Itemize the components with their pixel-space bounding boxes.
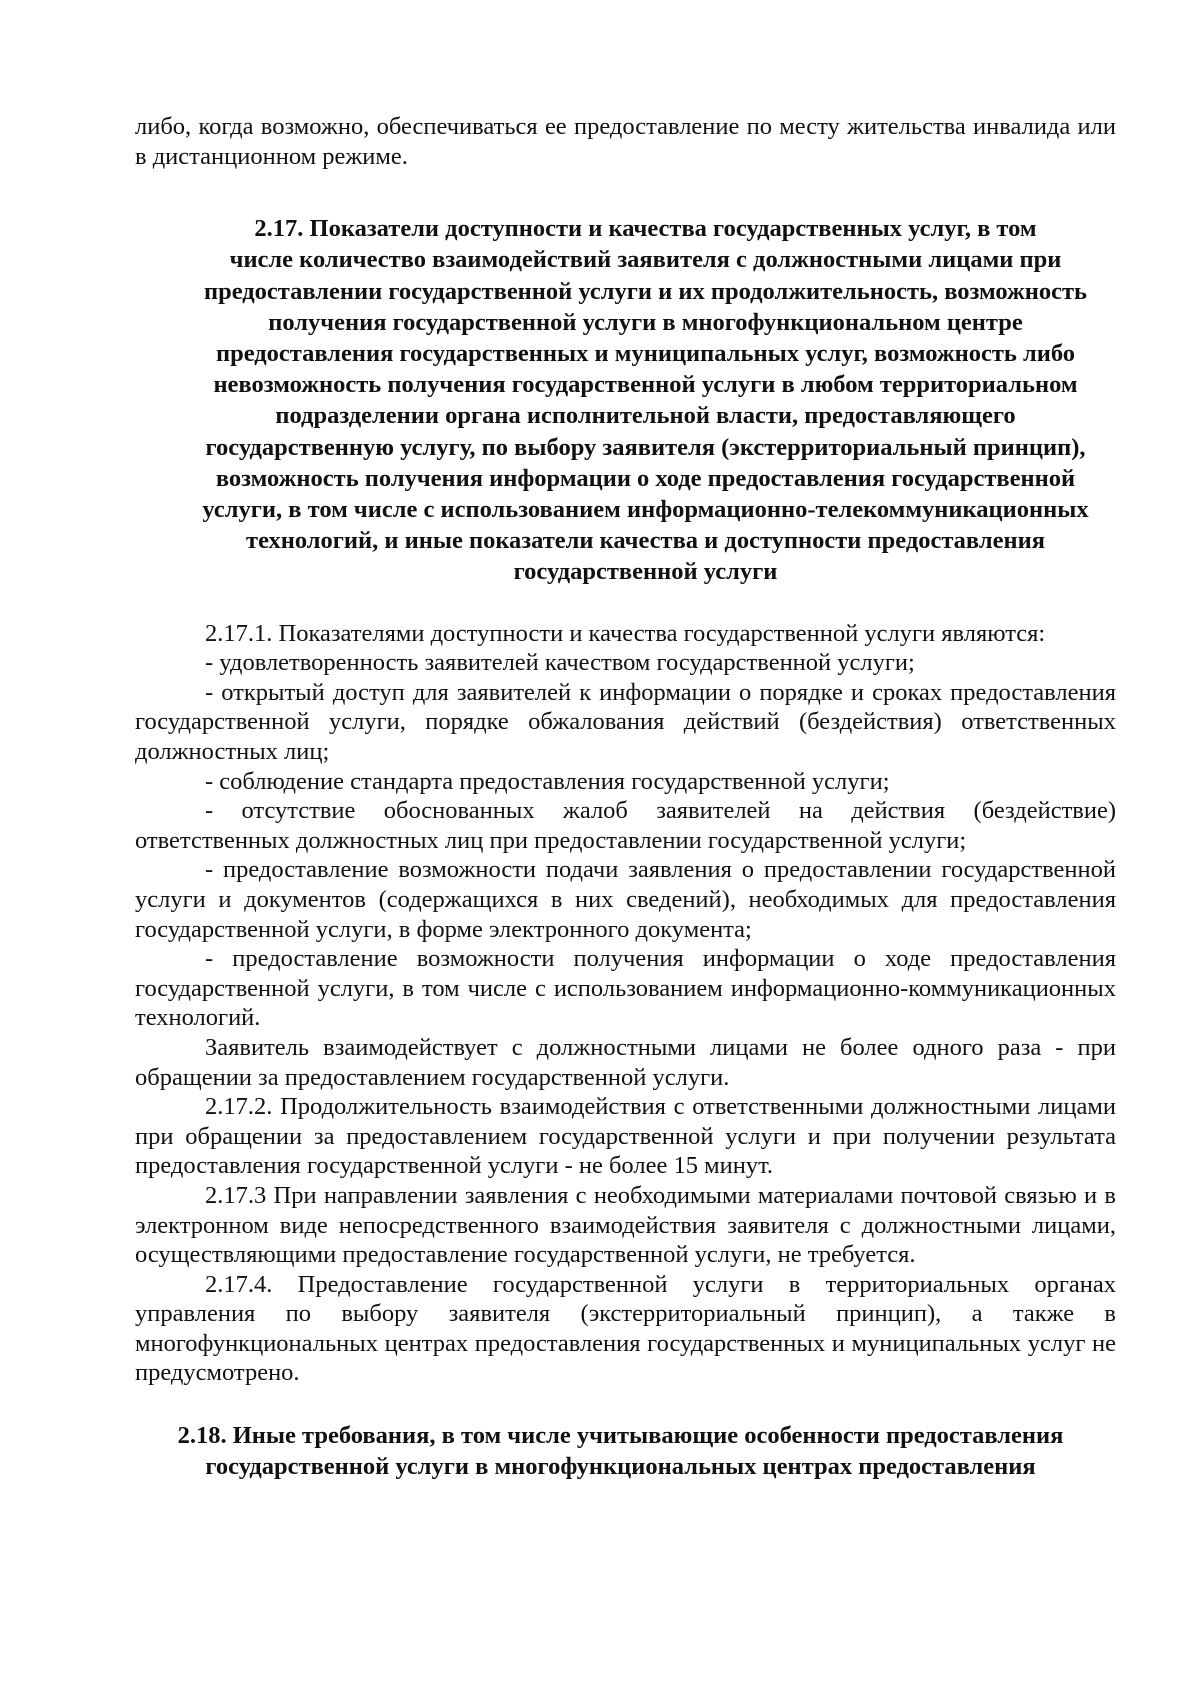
list-item: - отсутствие обоснованных жалоб заявителей на действия (бездействие) ответственных должностных лиц при предоставлении государственной услуги; [135, 797, 1116, 854]
paragraph-2-17-1: 2.17.1. Показателями доступности и качества государственной услуги являются: [205, 619, 1046, 647]
heading-line: предоставлении государственной услуги и их продолжительность, возможность [203, 277, 1088, 305]
heading-line: получения государственной услуги в многофункциональном центре [268, 308, 1023, 336]
section-2-18-heading [135, 1420, 1116, 1482]
heading-line: предоставления государственных и муниципальных услуг, возможность либо [215, 340, 1076, 367]
heading-line: 2.18. Иные требования, в том числе учитывающие особенности предоставления [177, 1422, 1064, 1450]
list-item: - удовлетворенность заявителей качеством государственной услуги; [205, 649, 915, 677]
heading-line: государственную услугу, по выбору заявителя (экстерриториальный принцип), [205, 433, 1086, 461]
paragraph-2-17-2: 2.17.2. Продолжительность взаимодействия с ответственными должностными лицами при обращении за предоставлением государственной услуги и при получении результата предоставления государственной услуги - не более 15 минут. [135, 1093, 1116, 1180]
list-item: - соблюдение стандарта предоставления государственной услуги; [205, 767, 890, 795]
spacer [135, 588, 1116, 619]
paragraph-interaction: Заявитель взаимодействует с должностными лицами не более одного раза - при обращении за предоставлением государственной услуги. [135, 1033, 1116, 1091]
heading-line: числе количество взаимодействий заявителя с должностными лицами при [229, 246, 1062, 274]
heading-line: государственной услуги [513, 558, 778, 586]
paragraph-2-17-4: 2.17.4. Предоставление государственной услуги в территориальных органах управления по выбору заявителя (экстерриториальный принцип), а также в многофункциональных центрах предоставления государственных и муниципальных услуг не предусмотрено. [135, 1270, 1116, 1387]
heading-line: подразделении органа исполнительной власти, предоставляющего [275, 402, 1016, 430]
heading-line: невозможность получения государственной услуги в любом территориальном [213, 371, 1078, 399]
section-2-17-heading [135, 213, 1116, 587]
list-item: - открытый доступ для заявителей к информации о порядке и сроках предоставления государственной услуги, порядке обжалования действий (бездействия) ответственных должностных лиц; [135, 678, 1116, 765]
list-item: - предоставление возможности подачи заявления о предоставлении государственной услуги и документов (содержащихся в них сведений), необходимых для предоставления государственной услуги, в форме электронного документа; [135, 856, 1116, 943]
intro-paragraph: либо, когда возможно, обеспечиваться ее предоставление по месту жительства инвалида или в дистанционном режиме. [135, 113, 1116, 170]
heading-line: государственной услуги в многофункциональных центрах предоставления [205, 1453, 1036, 1481]
heading-line: 2.17. Показатели доступности и качества государственных услуг, в том [254, 215, 1037, 243]
list-item: - предоставление возможности получения информации о ходе предоставления государственной услуги, в том числе с использованием информационно-коммуникационных технологий. [135, 945, 1116, 1032]
heading-line: возможность получения информации о ходе предоставления государственной [215, 464, 1076, 492]
heading-line: услуги, в том числе с использованием информационно-телекоммуникационных [202, 496, 1089, 524]
heading-line: технологий, и иные показатели качества и доступности предоставления [246, 527, 1045, 555]
paragraph-2-17-3: 2.17.3 При направлении заявления с необходимыми материалами почтовой связью и в электронном виде непосредственного взаимодействия заявителя с должностными лицами, осуществляющими предоставление государственной услуги, не требуется. [135, 1181, 1116, 1269]
